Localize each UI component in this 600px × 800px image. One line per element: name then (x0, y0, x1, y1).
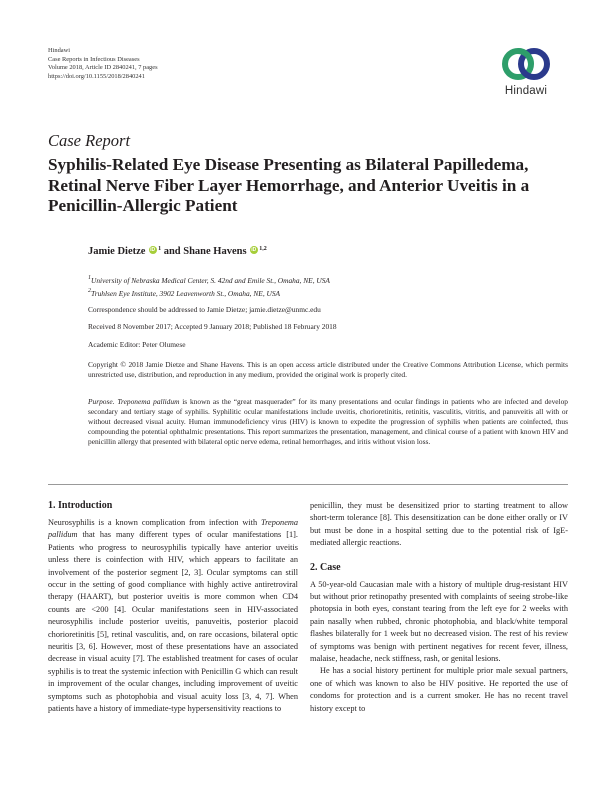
volume-info: Volume 2018, Article ID 2840241, 7 pages (48, 64, 158, 71)
orcid-icon[interactable] (250, 246, 258, 254)
article-title: Syphilis-Related Eye Disease Presenting as Bilateral Papilledema, Retinal Nerve Fiber Layer Hemorrhage, and Anterior Uveitis in a Penicillin-Allergic Patient (48, 155, 530, 215)
logo-wordmark: Hindawi (504, 85, 548, 97)
author-list (88, 246, 267, 257)
right-column (310, 500, 568, 715)
organism-name: Treponema pallidum (48, 518, 299, 540)
abstract-text: is known as the “great masquerader” for its many presentations and ocular findings in patients who are infected and develop secondary and tertiary stage of syphilis. Syphilitic ocular manifestations include uveitis, chorioretinitis, retinitis, vasculitis, vitritis, and panuveitis all with or without decreased visual acuity. Human immunodeficiency virus (HIV) is known to expedite the progression of syphilis when patients are coinfected, thus compounding the potential ophthalmic presentations. This report summarizes the presentation, management, and clinical course of a patient with known HIV and penicillin allergy that presented with bilateral optic nerve edema, retinal hemorrhages, and iritis without vision loss. (88, 397, 568, 446)
section-divider (48, 484, 568, 485)
affiliations (88, 273, 568, 299)
hindawi-logo (496, 44, 556, 97)
journal-header (48, 47, 158, 81)
left-column (48, 500, 298, 716)
case-paragraph: A 50-year-old Caucasian male with a history of multiple drug-resistant HIV but without prior retinopathy presented with complaints of seeing strobe-like photopsia in both eyes, constant tearing from the left eye for 2 weeks with pain nasally when rubbed, chronic photophobia, and black/white temporal flashes bilaterally for 1 week but no decreased vision. The rest of his review of symptoms was benign with pertinent negatives for recent fever, illness, malaise, headache, neck stiffness, rash, or genital lesions. He has a social history pertinent for multiple prior male sexual partners, one of which was known to also be HIV positive. He reported the use of condoms for protection and is a current smoker. He has no recent travel history except to (310, 579, 568, 713)
section-heading: 1. Introduction (48, 500, 113, 511)
abstract (88, 397, 568, 447)
organism-name: Treponema pallidum (117, 397, 180, 406)
article-dates: Received 8 November 2017; Accepted 9 January 2018; Published 18 February 2018 (88, 322, 337, 331)
affiliation-line: $^1$University of Nebraska Medical Center, S. 42nd and Emile St., Omaha, NE, USA (88, 275, 330, 285)
author-name: Shane Havens (183, 246, 247, 257)
orcid-icon[interactable] (149, 246, 157, 254)
article-type: Case Report (48, 131, 131, 150)
copyright-notice: Copyright © 2018 Jamie Dietze and Shane Havens. This is an open access article distributed under the Creative Commons Attribution License, which permits unrestricted use, distribution, and reproduction in any medium, provided the original work is properly cited. (88, 360, 568, 379)
author-name: Jamie Dietze (88, 246, 146, 257)
intro-paragraph: Neurosyphilis is a known complication from infection with Treponema pallidum that has many different types of ocular manifestations [1]. Patients who progress to neurosyphilis typically have anterior uveitis unless there is coinfection with HIV, which appears to facilitate an involvement of the posterior segment [2, 3]. Ocular symptoms can still occur in the setting of good compliance with highly active antiretroviral therapy (HAART), but posterior uveitis is more common when CD4 counts are <200 [4]. Ocular manifestations seen in HIV-associated neurosyphilis include posterior uveitis, panuveitis, posterior placoid chorioretinitis [5], retinal vasculitis, and, on rare occasions, bilateral optic neuritis [3, 6]. However, most of these presentations have an associated decrease in visual acuity [7]. The established treatment for cases of ocular syphilis is to treat the systemic infection with Penicillin G which can result in improvement of the ocular changes, including improvement of uveitic symptoms such as photophobia and visual acuity loss [3, 4, 7]. When patients have a history of immediate-type hypersensitivity reactions to (48, 518, 299, 714)
journal-name: Case Reports in Infectious Diseases (48, 55, 140, 63)
publisher-name: Hindawi (48, 47, 71, 54)
affiliation-marker: 1 (158, 246, 162, 252)
abstract-label: Purpose. (88, 397, 115, 406)
academic-editor: Academic Editor: Peter Olumese (88, 340, 186, 349)
section-heading: 2. Case (310, 561, 341, 573)
doi-link[interactable]: https://doi.org/10.1155/2018/2840241 (48, 72, 145, 80)
hindawi-logo-icon (498, 44, 554, 84)
correspondence: Correspondence should be addressed to Jamie Dietze; jamie.dietze@unmc.edu (88, 305, 321, 314)
continued-paragraph: penicillin, they must be desensitized prior to starting treatment to allow short-term tolerance [8]. This desensitization can be done either orally or IV but must be done in a hospital setting due to the potential risk of IgE-mediated allergic reactions. (310, 501, 568, 548)
affiliation-marker: 1,2 (259, 246, 267, 252)
author-conjunction: and (163, 246, 181, 257)
affiliation-line: $^2$Truhlsen Eye Institute, 3902 Leavenworth St., Omaha, NE, USA (88, 288, 281, 298)
